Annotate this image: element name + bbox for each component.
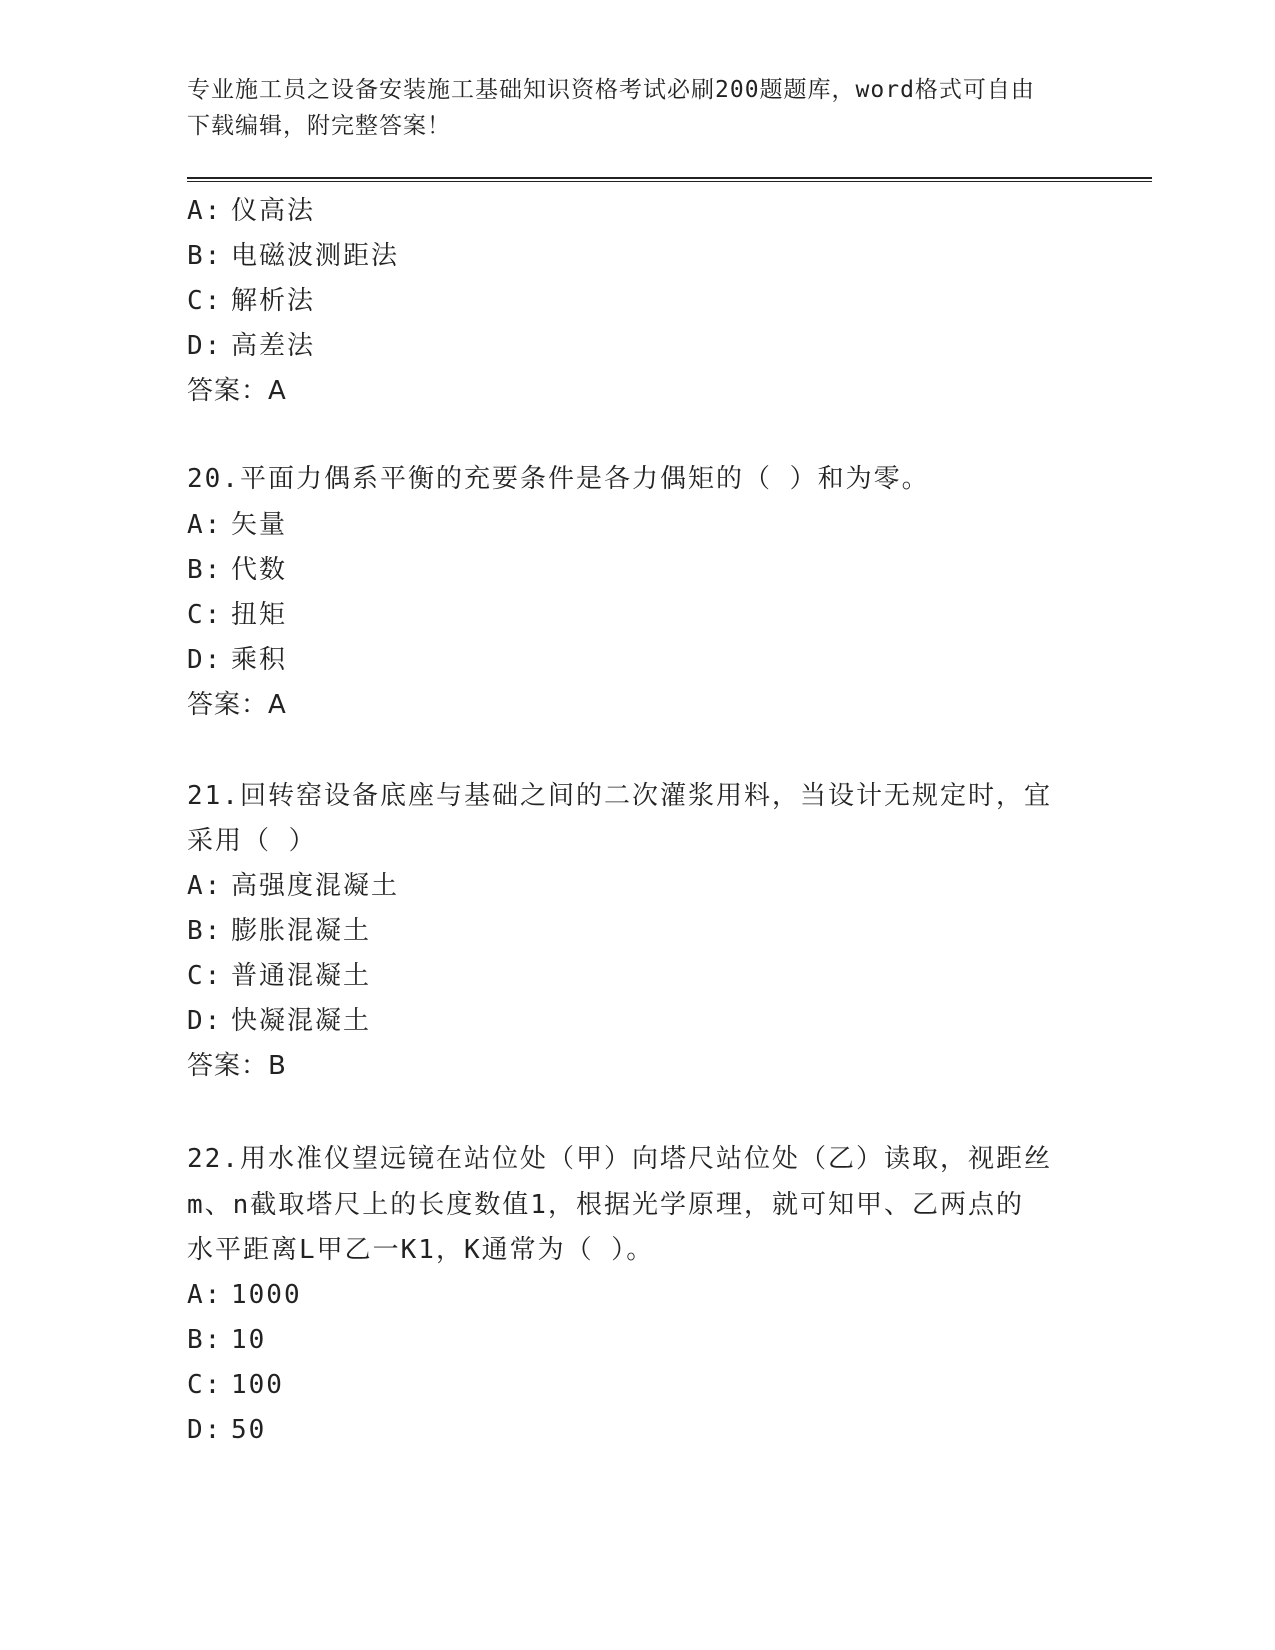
header-divider-thin: [187, 181, 1152, 182]
q20-stem: 20.平面力偶系平衡的充要条件是各力偶矩的（ ）和为零。: [187, 464, 930, 494]
q22-option-c: C: 100: [187, 1370, 284, 1400]
q21-option-b: B: 膨胀混凝土: [187, 916, 372, 946]
q19-option-c: C: 解析法: [187, 286, 316, 316]
q20-option-a: A: 矢量: [187, 510, 288, 540]
q21-option-a: A: 高强度混凝土: [187, 871, 400, 901]
q22-option-b: B: 10: [187, 1325, 267, 1355]
q20-answer: 答案：A: [187, 690, 287, 720]
header-divider-thick: [187, 177, 1152, 179]
q19-option-b: B: 电磁波测距法: [187, 241, 400, 271]
q22-stem-line-1: 22.用水准仪望远镜在站位处（甲）向塔尺站位处（乙）读取，视距丝: [187, 1144, 1052, 1174]
q19-option-a: A: 仪高法: [187, 196, 316, 226]
q20-option-c: C: 扭矩: [187, 600, 288, 630]
q20-option-b: B: 代数: [187, 555, 288, 585]
header-line-1: 专业施工员之设备安装施工基础知识资格考试必刷200题题库，word格式可自由: [187, 77, 1035, 103]
document-header: [187, 72, 1067, 144]
q19-answer: 答案：A: [187, 376, 287, 406]
q22-option-d: D: 50: [187, 1415, 267, 1445]
q21-option-c: C: 普通混凝土: [187, 961, 372, 991]
q21-answer: 答案：B: [187, 1051, 287, 1081]
q21-stem-line-2: 采用（ ）: [187, 826, 317, 856]
q21-stem-line-1: 21.回转窑设备底座与基础之间的二次灌浆用料，当设计无规定时，宜: [187, 781, 1052, 811]
q19-option-d: D: 高差法: [187, 331, 316, 361]
q22-option-a: A: 1000: [187, 1280, 302, 1310]
q20-option-d: D: 乘积: [187, 645, 288, 675]
q22-stem-line-2: m、n截取塔尺上的长度数值1，根据光学原理，就可知甲、乙两点的: [187, 1190, 1024, 1220]
q22-stem-line-3: 水平距离L甲乙一K1，K通常为（ ）。: [187, 1235, 655, 1265]
header-line-2: 下载编辑，附完整答案！: [187, 113, 451, 139]
q21-option-d: D: 快凝混凝土: [187, 1006, 372, 1036]
